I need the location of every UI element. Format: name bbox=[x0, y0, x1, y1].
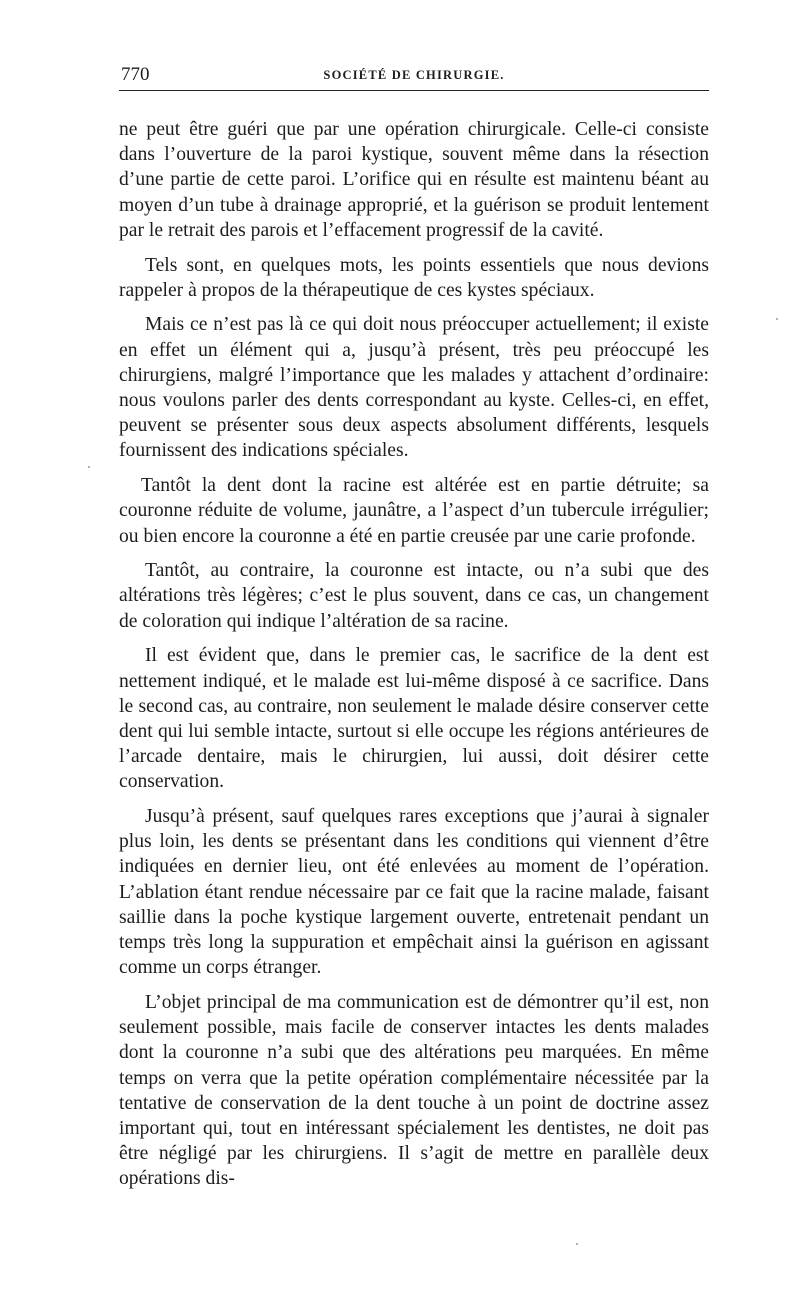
page-number: 770 bbox=[121, 64, 150, 85]
paragraph: Mais ce n’est pas là ce qui doit nous préoccuper actuellement; il existe en effet un élément qui a, jusqu’à présent, très peu préoccupé les chirurgiens, malgré l’importance que les malades y attachent d’ordinaire: nous voulons parler des dents correspondant au kyste. Celles-ci, en effet, peuvent se présenter sous deux aspects absolument différents, lesquels fournissent des indications spéciales. bbox=[119, 314, 709, 462]
running-title: SOCIÉTÉ DE CHIRURGIE. bbox=[323, 68, 505, 82]
paragraph: Tels sont, en quelques mots, les points essentiels que nous devions rappeler à propos de la thérapeutique de ces kystes spéciaux. bbox=[119, 254, 709, 301]
paragraph: Tantôt la dent dont la racine est altérée est en partie détruite; sa couronne réduite de volume, jaunâtre, a l’aspect d’un tubercule irrégulier; ou bien encore la couronne a été en partie creusée par une carie profonde. bbox=[119, 475, 709, 547]
print-speck bbox=[88, 466, 90, 468]
paragraph: Jusqu’à présent, sauf quelques rares exceptions que j’aurai à signaler plus loin, les dents se présentant dans les conditions qui viennent d’être indiquées en dernier lieu, ont été enlevées au moment de l’opération. L’ablation étant rendue nécessaire par ce fait que la racine malade, faisant saillie dans la poche kystique largement ouverte, entretenait pendant un temps très long la suppuration et empêchait ainsi la guérison en agissant comme un corps étranger. bbox=[119, 806, 709, 979]
running-header bbox=[119, 62, 709, 91]
paragraph: Il est évident que, dans le premier cas, le sacrifice de la dent est nettement indiqué, et le malade est lui-même disposé à ce sacrifice. Dans le second cas, au contraire, non seulement le malade désire conserver cette dent qui lui semble intacte, surtout si elle occupe les régions antérieures de l’arcade dentaire, mais le chirurgien, lui aussi, doit désirer cette conservation. bbox=[119, 645, 709, 793]
book-page bbox=[119, 62, 709, 1192]
print-speck bbox=[776, 318, 778, 320]
paragraph: Tantôt, au contraire, la couronne est intacte, ou n’a subi que des altérations très légères; c’est le plus souvent, dans ce cas, un changement de coloration qui indique l’altération de sa racine. bbox=[119, 560, 709, 632]
print-speck bbox=[576, 1243, 578, 1245]
paragraph: L’objet principal de ma communication est de démontrer qu’il est, non seulement possible, mais facile de conserver intactes les dents malades dont la couronne n’a subi que des altérations peu marquées. En même temps on verra que la petite opération complémentaire nécessitée par la tentative de conservation de la dent touche à un point de doctrine assez important qui, tout en intéressant spécialement les dentistes, ne doit pas être négligé par les chirurgiens. Il s’agit de mettre en parallèle deux opérations dis- bbox=[119, 992, 709, 1190]
body-text bbox=[119, 117, 709, 1192]
paragraph-continuation: ne peut être guéri que par une opération chirurgicale. Celle-ci consiste dans l’ouverture de la paroi kystique, souvent même dans la résection d’une partie de cette paroi. L’orifice qui en résulte est maintenu béant au moyen d’un tube à drainage approprié, et la guérison se produit lentement par le retrait des parois et l’effacement progressif de la cavité. bbox=[119, 119, 709, 241]
